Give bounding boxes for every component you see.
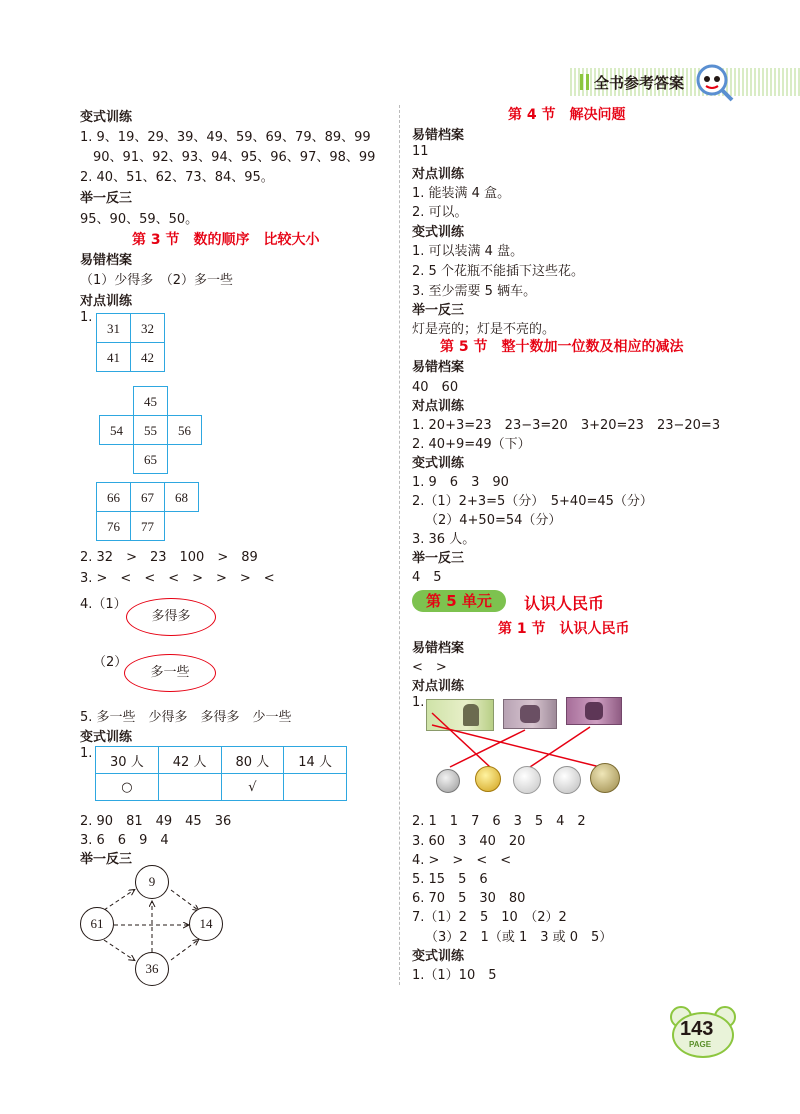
right-y4-line1: 11 (412, 144, 429, 159)
diagram-arrow (104, 940, 134, 960)
page-label: PAGE (689, 1040, 712, 1049)
diagram-node-left: 61 (80, 907, 114, 941)
right-dU-line5: 5. 15 5 6 (412, 872, 488, 887)
header-bar-icon (586, 74, 589, 90)
grid-cell: 68 (164, 482, 199, 512)
right-yicuoU-heading: 易错档案 (412, 641, 465, 656)
left-b3-line3: 3. 6 6 9 4 (80, 833, 169, 848)
section4-title: 第 4 节 解决问题 (508, 107, 626, 123)
right-duidian5-heading: 对点训练 (412, 399, 465, 414)
right-juyi4-heading: 举一反三 (412, 303, 465, 318)
diagram-arrow (104, 890, 134, 910)
coin-bronze (590, 763, 620, 793)
match-line (432, 713, 490, 767)
left-q1-label: 1. (80, 310, 93, 325)
right-y5-line1: 40 60 (412, 380, 459, 395)
table-mark-cell (158, 774, 221, 801)
table-mark-cell: ○ (96, 774, 159, 801)
left-b1-line2: 90、91、92、93、94、95、96、97、98、99 (93, 150, 376, 165)
magnifier-mascot-icon (692, 62, 736, 104)
right-dU-line8: （3）2 1（或 1 3 或 0 5） (425, 930, 613, 945)
grid-cell: 31 (96, 313, 131, 343)
left-q3: 3. > < < < > > > < (80, 571, 275, 586)
coin-aluminum-2 (553, 766, 581, 794)
section3-title: 第 3 节 数的顺序 比较大小 (132, 232, 320, 248)
left-bianshi-heading: 变式训练 (80, 110, 133, 125)
left-j1-line1: 95、90、59、50。 (80, 212, 199, 227)
right-bianshiU-heading: 变式训练 (412, 949, 465, 964)
column-divider (399, 105, 400, 985)
header-banner (570, 62, 800, 104)
diagram-arrow (171, 940, 198, 960)
oval-text: 多得多 (151, 609, 191, 624)
table-header-cell: 42 人 (158, 747, 221, 774)
right-duidian4-heading: 对点训练 (412, 167, 465, 182)
answer-table (95, 746, 347, 801)
right-yicuo4-heading: 易错档案 (412, 128, 465, 143)
right-b5-line4: 3. 36 人。 (412, 532, 476, 547)
cross-cell-bottom: 65 (133, 444, 168, 474)
right-b5-line2: 2.（1）2+3=5（分） 5+40=45（分） (412, 494, 653, 509)
section5-title: 第 5 节 整十数加一位数及相应的减法 (440, 339, 684, 355)
right-duidianU-heading: 对点训练 (412, 679, 465, 694)
match-line (450, 730, 525, 767)
grid-cell: 32 (130, 313, 165, 343)
header-bar-icon (580, 74, 583, 90)
answer-oval-1 (126, 598, 216, 636)
right-dU-line2: 2. 1 1 7 6 3 5 4 2 (412, 814, 586, 829)
right-dU-line4: 4. > > < < (412, 853, 512, 868)
left-yicuo3-heading: 易错档案 (80, 253, 133, 268)
answer-oval-2 (124, 654, 216, 692)
right-bianshi4-heading: 变式训练 (412, 225, 465, 240)
coin-aluminum-1 (513, 766, 541, 794)
right-yicuo5-heading: 易错档案 (412, 360, 465, 375)
grid-cell: 41 (96, 342, 131, 372)
right-bU-line1: 1.（1）10 5 (412, 968, 497, 983)
match-line (530, 727, 590, 767)
left-b3-q1: 1. (80, 746, 93, 761)
right-d4-line2: 2. 可以。 (412, 205, 468, 220)
unit-section1-title: 第 1 节 认识人民币 (498, 621, 630, 637)
left-q2: 2. 32 > 23 100 > 89 (80, 550, 258, 565)
header-title: 全书参考答案 (594, 74, 685, 92)
right-b5-line3: （2）4+50=54（分） (425, 513, 562, 528)
oval-text: 多一些 (150, 665, 190, 680)
match-line (432, 725, 600, 767)
right-dU-line6: 6. 70 5 30 80 (412, 891, 526, 906)
grid-cell: 67 (130, 482, 165, 512)
left-q5: 5. 多一些 少得多 多得多 少一些 (80, 710, 292, 725)
right-b4-line2: 2. 5 个花瓶不能插下这些花。 (412, 264, 584, 279)
right-d5-line2: 2. 40+9=49（下） (412, 437, 531, 452)
diagram-node-bottom: 36 (135, 952, 169, 986)
right-dU-line7: 7.（1）2 5 10 （2）2 (412, 910, 567, 925)
right-j4-line1: 灯是亮的；灯是不亮的。 (412, 322, 556, 337)
left-b3-line2: 2. 90 81 49 45 36 (80, 814, 232, 829)
cross-cell-top: 45 (133, 386, 168, 416)
cross-cell-left: 54 (99, 415, 134, 445)
left-q4b: （2） (93, 655, 128, 670)
table-header-cell: 30 人 (96, 747, 159, 774)
cross-cell-right: 56 (167, 415, 202, 445)
right-b5-line1: 1. 9 6 3 90 (412, 475, 509, 490)
right-juyi5-heading: 举一反三 (412, 551, 465, 566)
right-dU-q1: 1. (412, 695, 425, 710)
right-d5-line1: 1. 20+3=23 23−3=20 3+20=23 23−20=3 (412, 418, 721, 433)
coin-silver-1 (436, 769, 460, 793)
unit-title: 认识人民币 (524, 594, 605, 613)
unit-tag-text: 第 5 单元 (426, 592, 492, 610)
left-juyi-heading: 举一反三 (80, 191, 133, 206)
grid-cell: 66 (96, 482, 131, 512)
diagram-arrow (171, 890, 198, 910)
right-j5-line1: 4 5 (412, 570, 442, 585)
diagram-node-right: 14 (189, 907, 223, 941)
left-y3-line1: （1）少得多 （2）多一些 (80, 273, 234, 288)
left-bianshi3-heading: 变式训练 (80, 730, 133, 745)
page-number-badge (668, 1006, 734, 1056)
table-mark-cell (284, 774, 347, 801)
right-dU-line3: 3. 60 3 40 20 (412, 834, 526, 849)
right-bianshi5-heading: 变式训练 (412, 456, 465, 471)
coin-gold (475, 766, 501, 792)
right-d4-line1: 1. 能装满 4 盒。 (412, 186, 511, 201)
grid-cell: 76 (96, 511, 131, 541)
left-q4a: 4.（1） (80, 597, 127, 612)
table-header-cell: 14 人 (284, 747, 347, 774)
right-b4-line3: 3. 至少需要 5 辆车。 (412, 284, 537, 299)
left-b1-line1: 1. 9、19、29、39、49、59、69、79、89、99 (80, 130, 371, 145)
table-mark-cell: √ (221, 774, 284, 801)
cross-cell-center: 55 (133, 415, 168, 445)
left-duidian3-heading: 对点训练 (80, 294, 133, 309)
grid-cell: 77 (130, 511, 165, 541)
unit-tag (412, 590, 506, 612)
left-juyi3-heading: 举一反三 (80, 852, 133, 867)
right-b4-line1: 1. 可以装满 4 盘。 (412, 244, 524, 259)
diagram-node-top: 9 (135, 865, 169, 899)
page-number: 143 (680, 1018, 714, 1040)
grid-cell: 42 (130, 342, 165, 372)
table-header-cell: 80 人 (221, 747, 284, 774)
right-yU-line1: < > (412, 660, 447, 675)
left-b1-line3: 2. 40、51、62、73、84、95。 (80, 170, 274, 185)
